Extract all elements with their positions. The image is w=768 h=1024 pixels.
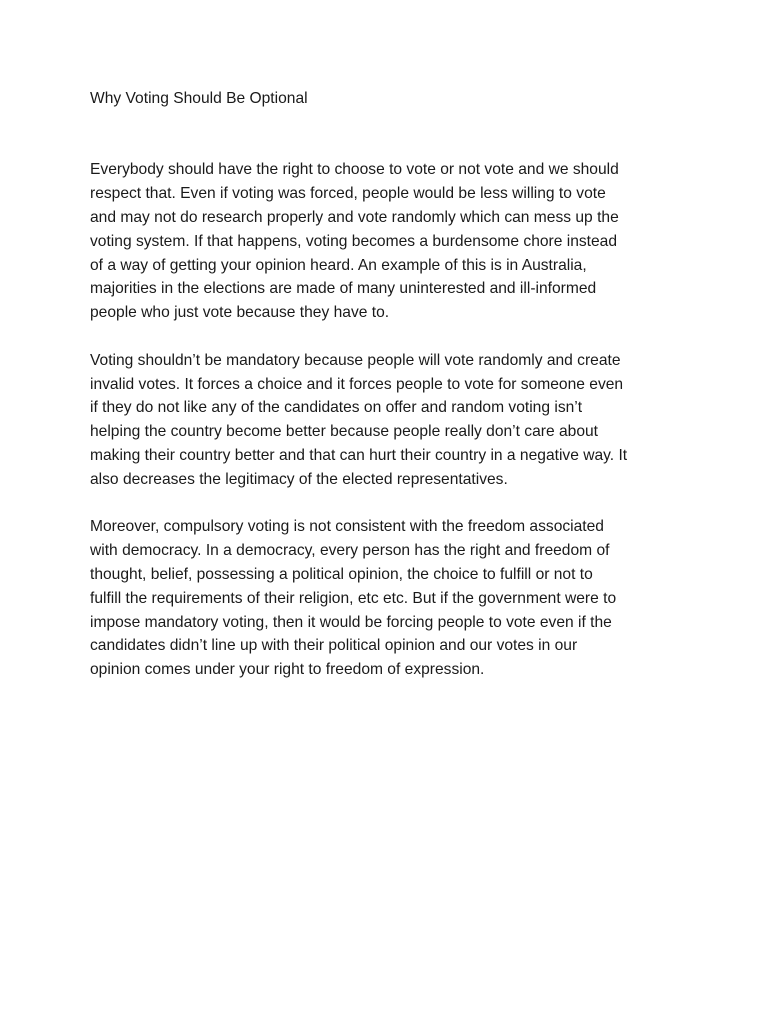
title-spacer	[90, 111, 690, 159]
paragraph-line: Moreover, compulsory voting is not consistent with the freedom associated	[90, 518, 604, 536]
paragraph-2	[90, 349, 690, 492]
paragraph-line: people who just vote because they have to.	[90, 304, 390, 322]
paragraph-line: thought, belief, possessing a political opinion, the choice to fulfill or not to	[90, 565, 593, 583]
paragraph-line: respect that. Even if voting was forced, people would be less willing to vote	[90, 185, 606, 203]
paragraph-line: with democracy. In a democracy, every person has the right and freedom of	[90, 542, 610, 560]
paragraph-3	[90, 515, 690, 682]
paragraph-line: helping the country become better because people really don’t care about	[90, 423, 598, 441]
paragraph-line: if they do not like any of the candidates on offer and random voting isn’t	[90, 399, 583, 417]
paragraph-line: Everybody should have the right to choose to vote or not vote and we should	[90, 161, 619, 179]
document-title: Why Voting Should Be Optional	[90, 90, 308, 107]
paragraph-line: impose mandatory voting, then it would be forcing people to vote even if the	[90, 613, 612, 631]
paragraph-line: also decreases the legitimacy of the elected representatives.	[90, 470, 508, 488]
paragraph-line: and may not do research properly and vote randomly which can mess up the	[90, 208, 619, 226]
paragraph-line: invalid votes. It forces a choice and it forces people to vote for someone even	[90, 375, 624, 393]
paragraph-line: fulfill the requirements of their religion, etc etc. But if the government were to	[90, 589, 617, 607]
paragraph-line: majorities in the elections are made of many uninterested and ill-informed	[90, 280, 597, 298]
document-body	[90, 87, 690, 682]
paragraph-1	[90, 158, 690, 325]
paragraph-line: of a way of getting your opinion heard. An example of this is in Australia,	[90, 256, 587, 274]
paragraph-line: candidates didn’t line up with their political opinion and our votes in our	[90, 637, 578, 655]
paragraph-line: opinion comes under your right to freedom of expression.	[90, 661, 485, 679]
paragraph-line: voting system. If that happens, voting becomes a burdensome chore instead	[90, 232, 618, 250]
paragraph-line: making their country better and that can hurt their country in a negative way. It	[90, 446, 628, 464]
paragraph-line: Voting shouldn’t be mandatory because people will vote randomly and create	[90, 351, 621, 369]
